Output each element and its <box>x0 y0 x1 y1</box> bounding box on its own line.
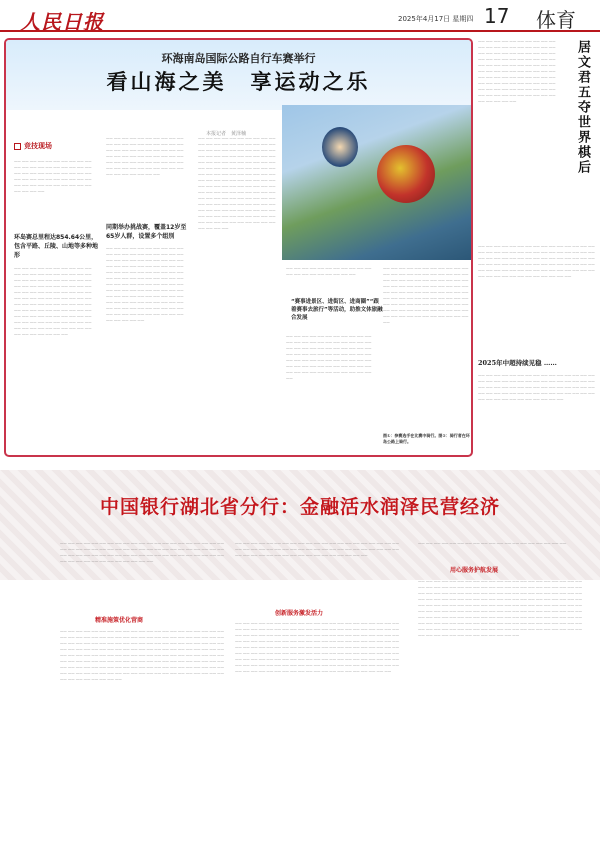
cyclist-image <box>322 127 358 167</box>
cycling-photo <box>282 105 473 260</box>
issue-date: 2025年4月17日 星期四 <box>398 15 474 23</box>
advertorial-subhead-3: 用心服务护航发展 <box>450 567 499 574</box>
body-text: —— —— —— —— —— —— —— —— —— —— —— —— —— —— —— —— —— —— —— —— —— —— —— —— —— —— —— —— —— —— —— —— —— —— —— —— —— —— —— —— —— —— —— —— —— —— —— —— —— —— —— —— —— —— —— —— —— —— —— —— —— —— —— —— —— —— —— —— —— —— —— —— —— —— —— —— —— —— —— —— —— —— —— —— —— —— —— —— —— —— —— —— —— —— —— —— —— —— —— —— —— —— —— —— —— —— —— —— —— —— —— —— —— —— —— —— —— —— —— —— —— —— —— —— —— —— —— —— —— —— —— —— —— —— —— —— —— —— —— —— —— —— —— —— —— —— —— —— —— —— —— —— —— —— —— —— —— —— —— —— —— —— —— —— —— —— —— —— —— —— —— —— —— —— —— —— <box>60 629 224 681</box>
body-text: —— —— —— —— —— —— —— —— —— —— —— —— —— —— —— —— —— —— —— —— —— —— —— —— —— —— —— —— —— —— —— —— —— —— —— —— —— —— —— —— —— —— —— —— —— —— —— —— —— —— —— —— —— —— —— —— —— —— —— —— —— —— —— —— —— —— —— —— —— —— —— —— —— —— —— —— —— —— —— —— —— —— —— —— —— —— —— —— —— —— —— —— —— —— —— —— —— —— —— —— —— —— —— —— —— —— —— —— —— —— —— —— —— —— —— —— —— <box>14 266 92 336</box>
subhead-3: “赛事进景区、进街区、进商圈”“跟着赛事去旅行”等活动，助推文体旅融合发展 <box>291 299 383 321</box>
body-text: —— —— —— —— —— —— —— —— —— —— —— —— —— —— —— —— —— —— —— <box>418 541 567 545</box>
advertorial-title: 中国银行湖北省分行：金融活水润泽民营经济 <box>99 496 500 518</box>
body-text: —— —— —— —— —— —— —— —— —— —— —— —— —— —— —— —— —— —— —— —— —— —— —— —— —— —— —— —— —— —— —— —— —— —— —— —— —— —— —— —— —— —— —— —— —— —— —— —— —— —— —— —— —— —— —— —— —— —— —— —— —— —— —— —— —— —— —— —— —— —— —— —— —— —— —— —— —— —— <box>286 334 372 380</box>
body-text: —— —— —— —— —— —— —— —— —— —— —— —— —— —— —— —— —— —— —— —— —— —— —— —— —— —— —— —— —— —— —— —— —— —— —— —— —— —— —— —— —— —— —— —— —— —— —— —— —— —— —— —— —— —— —— —— —— —— —— —— —— —— —— —— —— —— —— —— —— —— —— <box>478 373 595 401</box>
sidebar-vertical-title: 居文君五夺世界棋后 <box>575 40 590 175</box>
feature-article <box>4 38 473 457</box>
masthead <box>0 0 600 32</box>
body-text: —— —— —— —— —— —— —— —— —— —— —— —— —— —— —— —— —— —— —— —— —— —— —— —— —— —— —— —— —— —— —— —— —— —— —— —— —— —— —— —— —— —— —— —— —— —— —— —— —— —— —— —— —— —— —— —— —— —— —— —— —— —— —— —— —— —— —— —— —— —— —— —— —— —— —— <box>60 541 224 563</box>
body-text: —— —— —— —— —— —— —— —— —— —— —— —— —— —— —— —— —— —— —— —— —— —— —— —— —— —— —— —— —— —— —— —— —— —— —— —— —— —— —— —— —— —— —— —— —— —— —— —— —— —— —— —— —— —— —— —— —— —— —— —— —— —— —— —— —— —— —— —— —— —— —— —— —— —— —— —— —— —— —— —— —— —— —— —— —— —— —— <box>478 244 595 278</box>
body-text: —— —— —— —— —— —— —— —— —— —— —— —— —— —— —— —— —— —— —— —— —— —— —— —— —— —— —— —— —— —— —— —— —— —— —— —— —— —— —— —— —— —— —— —— —— —— —— —— —— —— —— —— —— —— —— —— —— —— —— —— —— —— —— —— —— —— —— —— —— —— —— —— —— —— —— —— —— —— —— —— —— —— —— —— —— —— —— —— —— —— —— —— —— —— —— —— —— —— —— —— <box>383 266 469 324</box>
photo-caption: 图①：参赛选手在比赛中骑行。图②：骑行者在环岛公路上骑行。 <box>383 433 470 444</box>
body-text: —— —— —— —— —— —— —— —— —— —— —— —— —— —— —— —— —— —— —— —— —— —— —— —— —— —— —— —— —— —— —— —— —— —— —— —— —— —— —— —— —— —— —— —— —— —— —— —— —— —— —— —— —— —— —— —— —— —— —— —— —— —— —— —— —— —— —— —— —— —— —— —— —— —— —— —— —— —— —— —— —— —— —— —— —— —— —— —— —— —— —— —— —— —— —— —— —— —— —— —— —— —— —— —— —— —— —— —— —— —— —— —— —— —— —— —— —— —— —— —— —— —— —— —— —— —— —— —— —— —— —— —— —— —— —— —— —— —— —— —— —— —— —— —— —— —— —— —— —— —— —— —— —— —— —— —— —— —— —— —— —— —— —— —— —— —— —— —— —— —— —— —— —— —— —— —— —— —— —— —— —— —— —— —— —— —— —— —— —— —— —— —— —— —— —— —— —— —— —— —— —— —— <box>418 579 582 637</box>
body-text: —— —— —— —— —— —— —— —— —— —— —— —— —— —— —— —— —— —— —— —— —— —— —— —— —— —— —— —— —— —— —— —— —— —— —— —— —— —— —— —— —— —— —— —— —— —— —— —— —— —— —— —— —— —— <box>14 159 92 193</box>
advertorial-subhead-1: 精准施策优化营商 <box>95 617 144 624</box>
article-byline: 本报记者 黄泽楠 <box>206 131 247 137</box>
subhead-1: 环岛赛总里程达854.64公里，包含平路、丘陵、山地等多种地形 <box>14 234 99 259</box>
advertorial-subhead-2: 创新服务激发活力 <box>275 610 324 617</box>
body-text: —— —— —— —— —— —— —— —— —— —— —— —— —— —— —— —— —— —— —— —— —— —— —— —— —— —— —— —— —— —— —— —— —— —— —— —— —— —— —— —— —— —— —— —— —— —— —— —— —— —— —— —— —— —— —— —— —— —— —— —— —— —— —— —— —— —— —— —— —— —— —— —— —— —— —— —— —— —— —— —— —— —— —— —— —— —— —— —— —— —— —— —— —— —— —— —— —— —— —— —— —— —— —— —— —— —— —— —— —— —— —— —— —— —— —— —— —— —— —— —— —— —— —— —— —— —— —— —— —— —— —— —— —— —— —— —— —— —— —— —— —— —— —— —— —— —— —— —— —— —— —— —— —— —— <box>198 136 276 230</box>
body-text: —— —— —— —— —— —— —— —— —— —— —— —— —— —— —— —— —— —— —— —— —— —— —— —— —— —— —— —— —— —— —— —— —— —— —— —— —— —— —— —— —— —— —— —— —— —— —— —— —— —— —— —— —— —— —— —— —— —— —— <box>235 541 399 557</box>
body-text: —— —— —— —— —— —— —— —— —— —— —— —— —— —— —— —— —— —— —— —— —— —— —— —— —— —— —— —— —— —— —— —— —— —— —— —— —— —— —— —— —— —— —— —— —— —— —— —— —— —— —— —— —— —— —— —— —— —— —— —— —— —— —— —— —— —— —— —— —— —— —— —— —— —— —— —— —— —— —— —— —— —— —— —— —— —— —— —— —— —— —— —— —— —— —— —— —— —— —— —— —— —— —— —— —— —— —— —— —— —— —— —— —— —— —— —— —— —— —— —— —— —— —— —— —— —— —— —— —— —— —— —— —— —— —— —— —— —— —— —— —— —— —— —— —— —— —— —— —— —— —— —— —— —— —— —— —— —— —— —— —— —— —— —— —— —— —— —— —— —— —— —— —— —— —— —— —— —— —— —— —— —— —— —— —— —— —— —— <box>235 621 399 673</box>
body-text: —— —— —— —— —— —— —— —— —— —— —— —— —— —— —— —— —— —— —— —— —— —— —— —— —— —— —— —— —— —— —— —— —— —— —— —— —— —— —— —— —— —— —— —— —— —— —— —— —— —— —— —— —— —— —— —— —— —— —— —— —— —— —— —— —— —— —— <box>106 136 184 176</box>
newspaper-logo: 人民日报 <box>20 10 104 34</box>
body-text: —— —— —— —— —— —— —— —— —— —— —— —— —— —— —— —— —— —— —— —— —— —— —— —— —— —— —— —— —— —— —— —— —— —— —— —— —— —— —— —— —— —— —— —— —— —— —— —— —— —— —— —— —— —— —— —— —— —— —— —— —— —— —— —— —— —— —— —— —— —— —— —— —— —— —— —— —— —— —— —— —— —— —— —— —— —— —— —— —— —— —— —— —— —— —— —— —— —— —— —— —— —— —— —— —— —— —— —— —— —— —— —— —— —— —— —— —— —— —— —— —— —— —— —— —— <box>106 246 184 322</box>
subhead-2: 同期举办挑战赛，覆盖12岁至65岁人群，设置多个组别 <box>106 224 187 240</box>
section-tag-label: 竞技现场 <box>24 141 52 150</box>
body-text: —— —— —— —— —— —— —— —— —— —— —— —— —— —— —— —— —— —— —— —— <box>286 266 372 276</box>
article-headline: 看山海之美 享运动之乐 <box>106 69 371 94</box>
article-kicker: 环海南岛国际公路自行车赛举行 <box>161 52 316 65</box>
sidebar-story-title: 2025年中超持续见稳 …… <box>478 359 557 367</box>
cyclist-image <box>377 145 435 203</box>
body-text: —— —— —— —— —— —— —— —— —— —— —— —— —— —— —— —— —— —— —— —— —— —— —— —— —— —— —— —— —— —— —— —— —— —— —— —— —— —— —— —— —— —— —— —— —— —— —— —— —— —— —— —— —— —— —— —— —— —— —— —— —— —— —— —— —— —— —— —— —— —— —— —— —— —— —— —— —— —— —— —— —— —— —— —— —— —— —— —— —— —— —— —— —— —— —— —— —— —— —— —— —— —— —— —— —— <box>478 39 556 103</box>
section-name: 体育 <box>536 8 576 32</box>
section-tag <box>14 141 52 151</box>
page-number: 17 <box>484 4 510 28</box>
tag-box-icon <box>14 143 21 150</box>
